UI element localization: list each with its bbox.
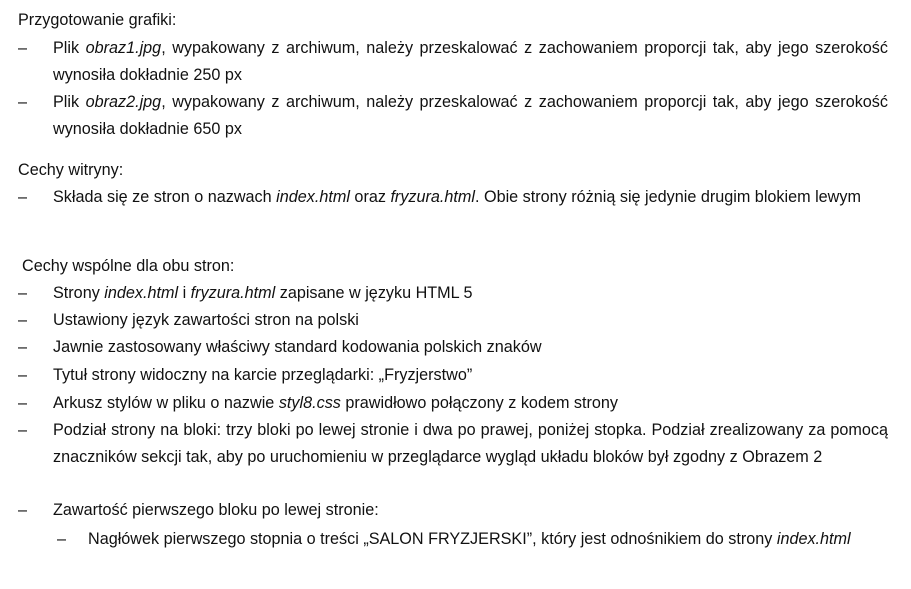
dash-bullet: – (18, 39, 28, 57)
sub-list-item (57, 526, 888, 553)
list-item-text: Składa się ze stron o nazwach index.html oraz fryzura.html. Obie strony różnią się jedynie drugim blokiem lewym (53, 188, 861, 206)
list-item-text: Nagłówek pierwszego stopnia o treści „SALON FRYZJERSKI”, który jest odnośnikiem do strony index.html (88, 530, 851, 548)
list-item (18, 417, 888, 470)
list-item-text: Jawnie zastosowany właściwy standard kodowania polskich znaków (53, 338, 542, 356)
list-item-text: Plik obraz2.jpg, wypakowany z archiwum, należy przeskalować z zachowaniem proporcji tak, aby jego szerokość wynosiła dokładnie 650 px (53, 93, 888, 138)
list-item-text: Tytuł strony widoczny na karcie przeglądarki: „Fryzjerstwo” (53, 366, 473, 384)
dash-bullet: – (18, 311, 28, 329)
section-heading-graphics: Przygotowanie grafiki: (18, 11, 177, 29)
filename: obraz2.jpg (85, 93, 162, 111)
filename: fryzura.html (390, 188, 475, 206)
list-item (18, 35, 888, 88)
filename: styl8.css (278, 394, 341, 412)
list-item-text: Arkusz stylów w pliku o nazwie styl8.css prawidłowo połączony z kodem strony (53, 394, 619, 412)
dash-bullet: – (18, 421, 28, 439)
list-item-text: Ustawiony język zawartości stron na polski (53, 311, 359, 329)
section-heading-site-features: Cechy witryny: (18, 161, 124, 179)
dash-bullet: – (18, 93, 28, 111)
dash-bullet: – (18, 188, 28, 206)
list-item-text: Zawartość pierwszego bloku po lewej stronie: (53, 501, 379, 519)
filename: index.html (776, 530, 851, 548)
filename: index.html (104, 284, 179, 302)
dash-bullet: – (18, 501, 28, 519)
list-item (18, 307, 888, 334)
list-item (18, 184, 888, 211)
dash-bullet: – (18, 394, 28, 412)
list-item (18, 497, 888, 524)
list-item (18, 334, 888, 361)
dash-bullet: – (18, 338, 28, 356)
list-item (18, 390, 888, 417)
list-item-text: Strony index.html i fryzura.html zapisane w języku HTML 5 (53, 284, 473, 302)
dash-bullet: – (18, 366, 28, 384)
dash-bullet: – (57, 530, 67, 548)
section-heading-common-features: Cechy wspólne dla obu stron: (22, 257, 235, 275)
list-item-text: Podział strony na bloki: trzy bloki po lewej stronie i dwa po prawej, poniżej stopka. Podział zrealizowany za pomocą znaczników sekcji tak, aby po uruchomieniu w przeglądarce wygląd układu bloków był zgodny z Obrazem 2 (53, 421, 888, 466)
list-item (18, 89, 888, 142)
filename: fryzura.html (190, 284, 276, 302)
list-item (18, 280, 888, 307)
filename: index.html (276, 188, 350, 206)
list-item (18, 362, 888, 389)
dash-bullet: – (18, 284, 28, 302)
list-item-text: Plik obraz1.jpg, wypakowany z archiwum, należy przeskalować z zachowaniem proporcji tak, aby jego szerokość wynosiła dokładnie 250 px (53, 39, 888, 84)
filename: obraz1.jpg (85, 39, 162, 57)
